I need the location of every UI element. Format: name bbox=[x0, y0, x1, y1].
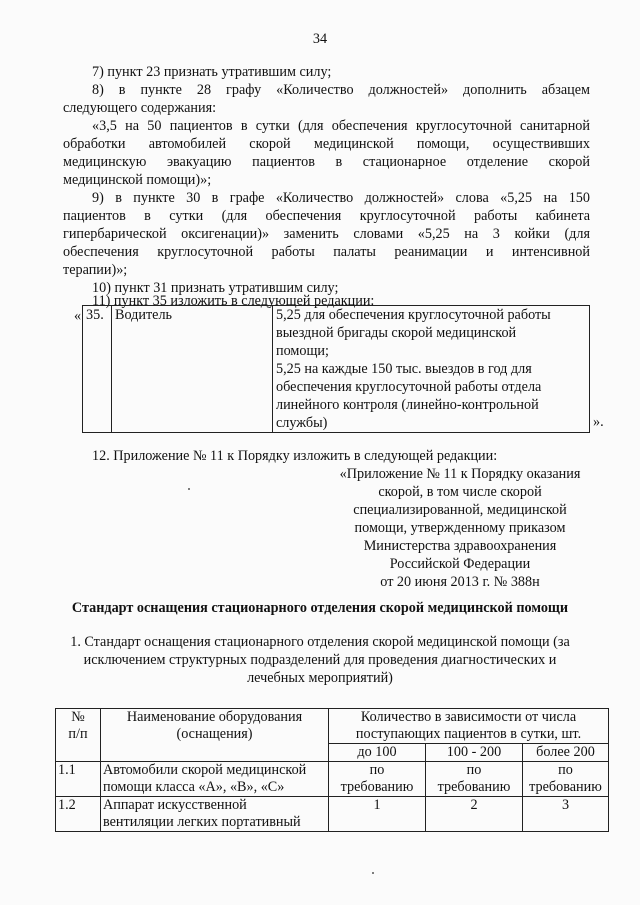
quantity-cell bbox=[273, 306, 590, 433]
header-qty-line: поступающих пациентов в сутки, шт. bbox=[355, 726, 582, 742]
row-value bbox=[523, 762, 609, 797]
header-num bbox=[56, 709, 101, 762]
item-9-line-4: обеспечения круглосуточной работы палаты реанимации и интенсивной bbox=[63, 244, 590, 260]
row-name-line: Автомобили скорой медицинской bbox=[103, 762, 307, 778]
header-name-line: (оснащения) bbox=[176, 726, 253, 742]
table-row bbox=[83, 306, 590, 433]
open-quote: « bbox=[74, 308, 82, 324]
row-value: 3 bbox=[523, 797, 609, 832]
item-9-line-5: терапии)»; bbox=[63, 262, 128, 278]
quantity-line: 5,25 на каждые 150 тыс. выездов в год для bbox=[276, 361, 532, 377]
row-name bbox=[101, 797, 329, 832]
item-7: 7) пункт 23 признать утратившим силу; bbox=[92, 64, 332, 80]
row-name-line: помощи класса «А», «В», «С» bbox=[103, 779, 285, 795]
row-value bbox=[426, 762, 523, 797]
item-8-line-1: 8) в пункте 28 графу «Количество должностей» дополнить абзацем bbox=[92, 82, 590, 98]
appendix-line: «Приложение № 11 к Порядку оказания bbox=[339, 466, 581, 482]
row-value: 1 bbox=[329, 797, 426, 832]
position-name: Водитель bbox=[112, 306, 273, 433]
value-line: требованию bbox=[437, 779, 511, 795]
row-value: 2 bbox=[426, 797, 523, 832]
section-title-line: исключением структурных подразделений для проведения диагностических и bbox=[83, 652, 557, 668]
appendix-line: скорой, в том числе скорой bbox=[378, 484, 542, 500]
row-value bbox=[329, 762, 426, 797]
range-header: более 200 bbox=[523, 744, 609, 762]
appendix-line: Российской Федерации bbox=[389, 556, 531, 572]
scan-speck bbox=[188, 488, 190, 490]
item-8-line-2: следующего содержания: bbox=[63, 100, 217, 116]
item-11: 11) пункт 35 изложить в следующей редакции: bbox=[92, 293, 375, 309]
item-12: 12. Приложение № 11 к Порядку изложить в следующей редакции: bbox=[92, 448, 498, 464]
quantity-line: 5,25 для обеспечения круглосуточной работы bbox=[276, 307, 551, 323]
item-8-line-4: обработки автомобилей скорой медицинской помощи, осуществивших bbox=[63, 136, 590, 152]
appendix-line: помощи, утвержденному приказом bbox=[354, 520, 566, 536]
header-qty-line: Количество в зависимости от числа bbox=[360, 709, 577, 725]
scan-speck bbox=[372, 872, 374, 874]
row-name-line: вентиляции легких портативный bbox=[103, 814, 301, 830]
header-num-line: п/п bbox=[68, 726, 88, 742]
value-line: требованию bbox=[340, 779, 414, 795]
table-row bbox=[56, 797, 609, 832]
item-8-line-6: медицинской помощи)»; bbox=[63, 172, 212, 188]
section-title-line: лечебных мероприятий) bbox=[247, 670, 393, 686]
close-quote: ». bbox=[593, 414, 604, 430]
item-9-line-3: гипербарической оксигенации)» заменить словами «5,25 на 3 койки (для bbox=[63, 226, 590, 242]
item-9-line-1: 9) в пункте 30 в графе «Количество должностей» слова «5,25 на 150 bbox=[92, 190, 590, 206]
section-title-line: 1. Стандарт оснащения стационарного отделения скорой медицинской помощи (за bbox=[70, 634, 570, 650]
quantity-line: линейного контроля (линейно-контрольной bbox=[276, 397, 539, 413]
value-line: по bbox=[369, 762, 385, 778]
table-header-row bbox=[56, 709, 609, 744]
header-quantity bbox=[329, 709, 609, 744]
row-name-line: Аппарат искусственной bbox=[103, 797, 247, 813]
row-num: 1.1 bbox=[56, 762, 101, 797]
inserted-row-table bbox=[82, 305, 590, 433]
header-num-line: № bbox=[71, 709, 85, 725]
value-line: по bbox=[558, 762, 573, 778]
header-name-line: Наименование оборудования bbox=[126, 709, 303, 725]
item-8-line-3: «3,5 на 50 пациентов в сутки (для обеспечения круглосуточной санитарной bbox=[92, 118, 590, 134]
value-line: требованию bbox=[529, 779, 602, 795]
quantity-line: обеспечения круглосуточной работы отдела bbox=[276, 379, 542, 395]
equipment-table bbox=[55, 708, 609, 832]
page-number: 34 bbox=[312, 31, 328, 47]
appendix-line: Министерства здравоохранения bbox=[363, 538, 557, 554]
row-num: 1.2 bbox=[56, 797, 101, 832]
row-number: 35. bbox=[83, 306, 112, 433]
value-line: по bbox=[466, 762, 482, 778]
section-1-title bbox=[55, 633, 585, 687]
appendix-line: от 20 июня 2013 г. № 388н bbox=[380, 574, 540, 590]
header-name bbox=[101, 709, 329, 762]
item-9-line-2: пациентов в сутки (для обеспечения круглосуточной работы кабинета bbox=[63, 208, 590, 224]
quantity-line: выездной бригады скорой медицинской bbox=[276, 325, 517, 341]
range-header: до 100 bbox=[329, 744, 426, 762]
table-row bbox=[56, 762, 609, 797]
item-8-line-5: медицинскую эвакуацию пациентов в стационарное отделение скорой bbox=[63, 154, 590, 170]
appendix-header bbox=[330, 465, 590, 591]
row-name bbox=[101, 762, 329, 797]
standard-title: Стандарт оснащения стационарного отделения скорой медицинской помощи bbox=[71, 600, 569, 616]
quantity-line: службы) bbox=[276, 415, 328, 431]
range-header: 100 - 200 bbox=[426, 744, 523, 762]
item-10: 10) пункт 31 признать утратившим силу; bbox=[92, 280, 339, 296]
appendix-line: специализированной, медицинской bbox=[353, 502, 567, 518]
quantity-line: помощи; bbox=[276, 343, 329, 359]
